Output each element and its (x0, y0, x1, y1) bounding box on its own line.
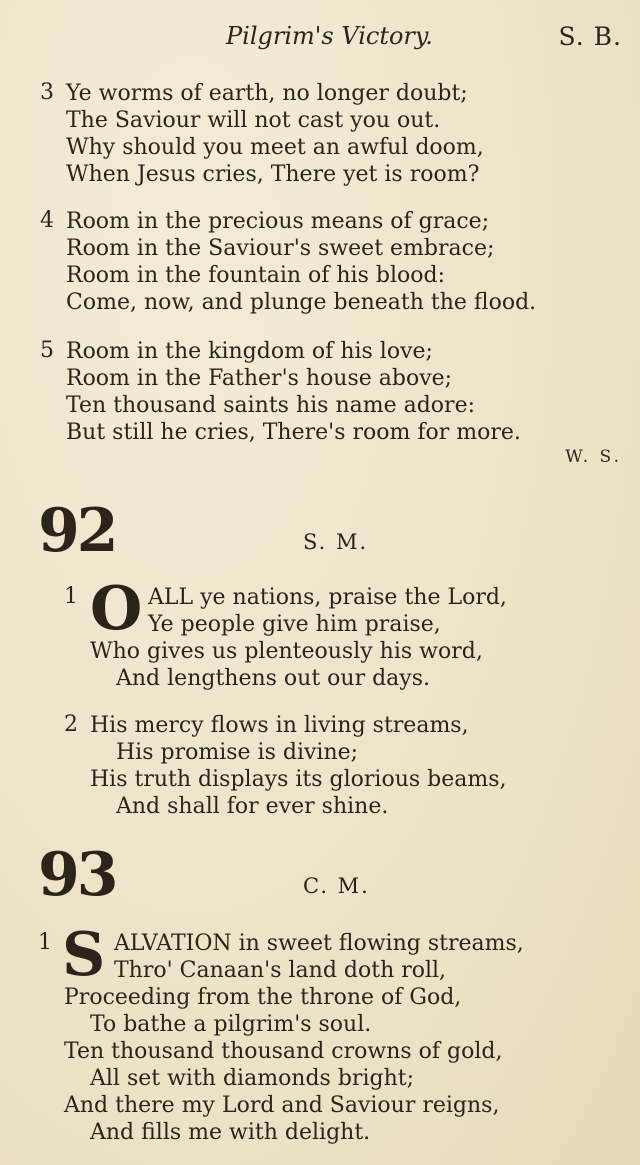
stanza-1-line-2 (148, 611, 441, 638)
verse-line: His mercy flows in living streams, (90, 713, 469, 738)
verse-line: His promise is divine; (116, 740, 359, 765)
verse-line: ALVATION in sweet flowing streams, (114, 931, 524, 956)
meter-label: S. M. (303, 530, 369, 554)
stanza-2 (90, 712, 507, 820)
running-title: Pilgrim's Victory. (226, 22, 433, 50)
stanza-number: 1 (38, 930, 52, 955)
author-attribution: W. S. (565, 447, 622, 467)
verse-line: Room in the fountain of his blood: (66, 263, 445, 288)
verse-line: To bathe a pilgrim's soul. (90, 1012, 372, 1037)
stanza-number: 2 (64, 712, 78, 737)
verse-line: And shall for ever shine. (116, 794, 389, 819)
verse-line: Who gives us plenteously his word, (90, 639, 483, 664)
verse-line: ALL ye nations, praise the Lord, (148, 585, 507, 610)
stanza-number: 4 (40, 208, 54, 233)
verse-line: The Saviour will not cast you out. (66, 108, 441, 133)
verse-line: And there my Lord and Saviour reigns, (64, 1093, 500, 1118)
stanza-1-first-line (114, 930, 524, 957)
verse-line: Ye worms of earth, no longer doubt; (66, 81, 468, 106)
stanza-1-rest (90, 638, 483, 692)
verse-line: Ten thousand saints his name adore: (66, 393, 475, 418)
verse-line: Room in the Father's house above; (66, 366, 453, 391)
verse-line: But still he cries, There's room for more. (66, 420, 521, 445)
verse-line: Room in the Saviour's sweet embrace; (66, 236, 495, 261)
page-header (0, 22, 640, 62)
hymn-number: 93 (38, 840, 116, 910)
stanza-3 (66, 80, 484, 188)
verse-line: Ten thousand thousand crowns of gold, (64, 1039, 503, 1064)
verse-line: Come, now, and plunge beneath the flood. (66, 290, 537, 315)
meter-label: C. M. (303, 874, 370, 898)
section-code: S. B. (558, 22, 622, 51)
drop-cap: O (90, 574, 143, 644)
stanza-5 (66, 338, 521, 446)
verse-line: Room in the kingdom of his love; (66, 339, 433, 364)
verse-line: All set with diamonds bright; (90, 1066, 414, 1091)
verse-line: His truth displays its glorious beams, (90, 767, 507, 792)
stanza-number: 1 (64, 584, 78, 609)
stanza-1-rest (64, 984, 503, 1146)
verse-line: Thro' Canaan's land doth roll, (114, 958, 447, 983)
verse-line: When Jesus cries, There yet is room? (66, 162, 480, 187)
stanza-number: 3 (40, 80, 54, 105)
stanza-4 (66, 208, 536, 316)
verse-line: And fills me with delight. (90, 1120, 371, 1145)
stanza-number: 5 (40, 338, 54, 363)
verse-line: Room in the precious means of grace; (66, 209, 490, 234)
hymn-number: 92 (38, 496, 116, 566)
verse-line: Why should you meet an awful doom, (66, 135, 484, 160)
verse-line: And lengthens out our days. (116, 666, 431, 691)
verse-line: Proceeding from the throne of God, (64, 985, 462, 1010)
drop-cap: S (62, 920, 106, 990)
verse-line: Ye people give him praise, (148, 612, 441, 637)
stanza-1-first-line (148, 584, 507, 611)
stanza-1-line-2 (114, 957, 446, 984)
